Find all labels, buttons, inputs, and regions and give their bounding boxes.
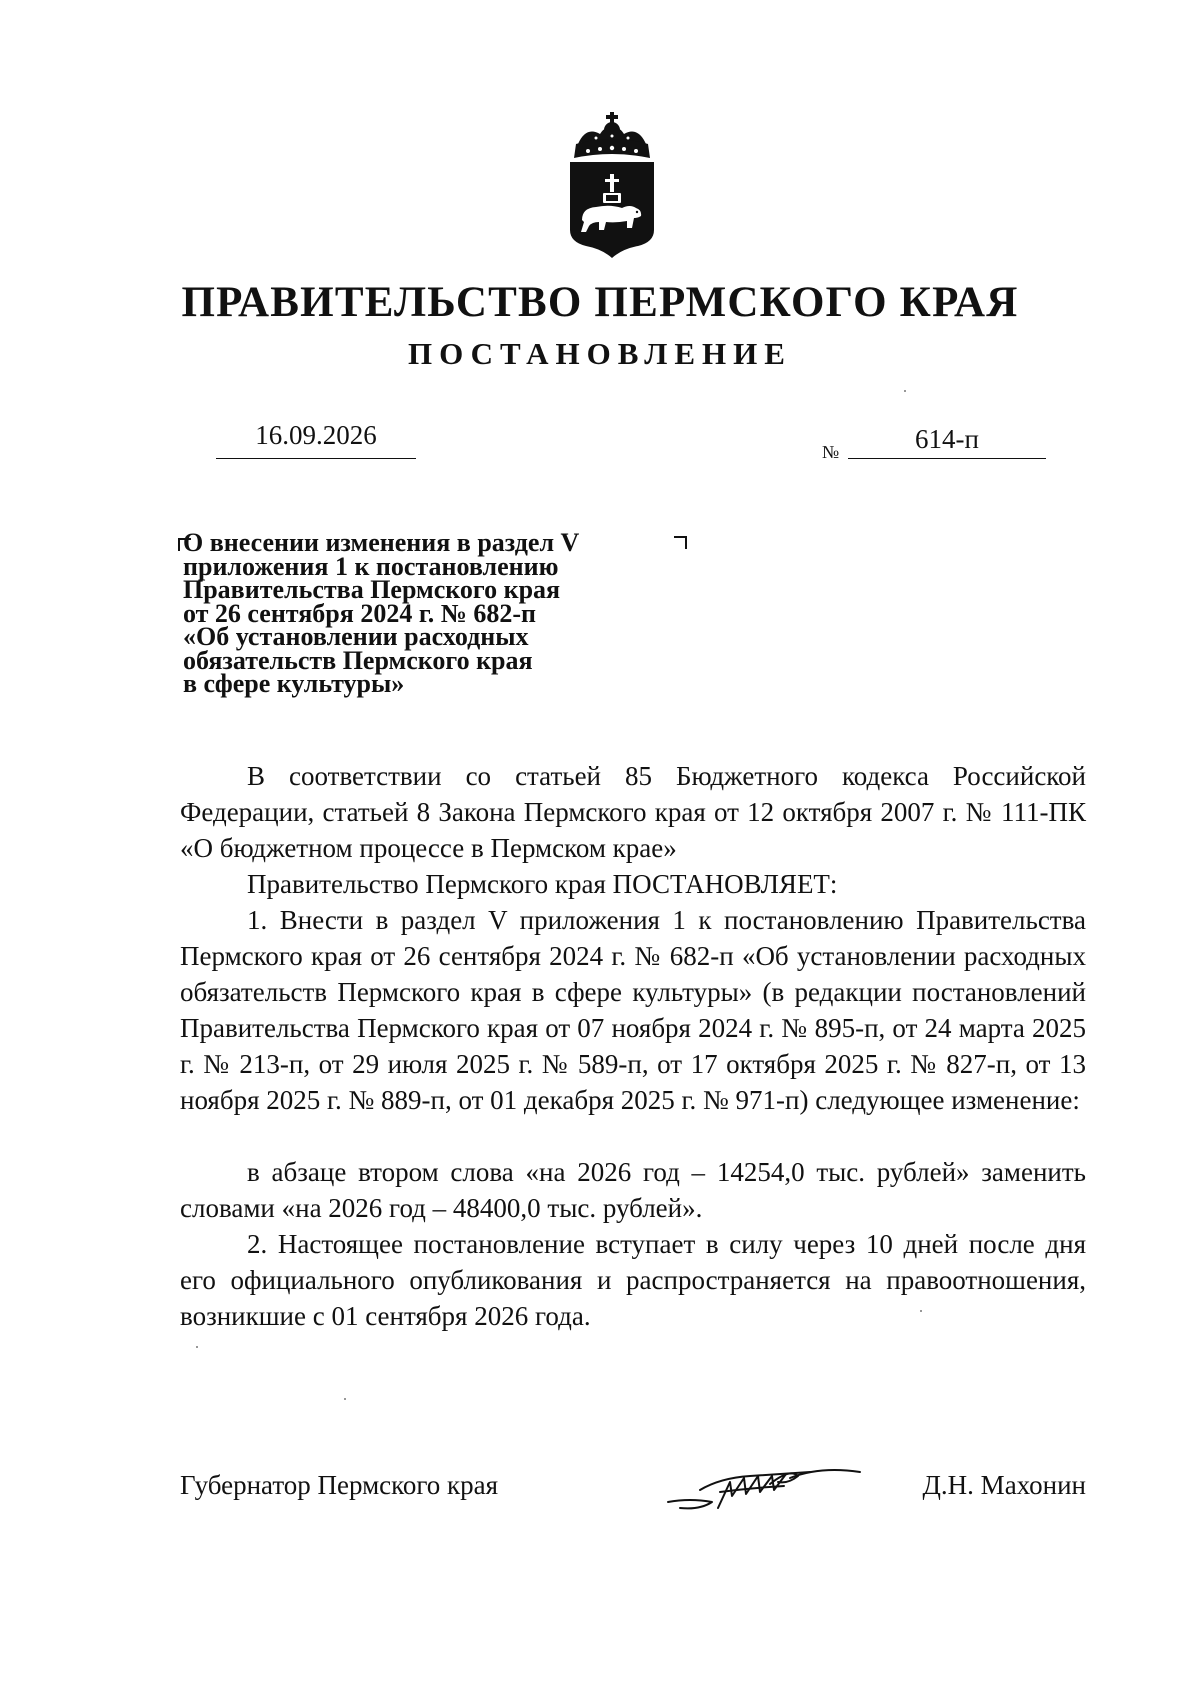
number-underline bbox=[848, 458, 1046, 459]
signer-title: Губернатор Пермского края bbox=[180, 1470, 499, 1500]
date-underline bbox=[216, 458, 416, 459]
item-2-paragraph: 2. Настоящее постановление вступает в силу через 10 дней после дня его официального опубликования и распространяется на правоотношения, возникшие с 01 сентября 2026 года. bbox=[180, 1229, 1086, 1331]
subject-corner-right bbox=[674, 536, 687, 549]
scan-speck bbox=[196, 1346, 198, 1348]
item-1-change-paragraph: в абзаце втором слова «на 2026 год – 14254,0 тыс. рублей» заменить словами «на 2026 год – 48400,0 тыс. рублей». bbox=[180, 1157, 1086, 1223]
subject-line: обязательств Пермского края bbox=[183, 645, 533, 675]
subject-line: Правительства Пермского края bbox=[183, 575, 561, 604]
coat-of-arms-icon bbox=[566, 110, 658, 260]
subject-line: от 26 сентября 2024 г. № 682-п bbox=[183, 598, 536, 628]
scan-speck bbox=[344, 1398, 346, 1400]
document-kind: ПОСТАНОВЛЕНИЕ bbox=[408, 336, 792, 371]
item-1-paragraph: 1. Внести в раздел V приложения 1 к постановлению Правительства Пермского края от 26 сентября 2024 г. № 682-п «Об установлении расходных обязательств Пермского края в сфере культуры» (в редакции постановлений Правительства Пермского края от 07 ноября 2024 г. № 895-п, от 24 марта 2025 г. № 213-п, от 29 июля 2025 г. № 589-п, от 17 октября 2025 г. № 827-п, от 13 ноября 2025 г. № 889-п, от 01 декабря 2025 г. № 971-п) следующее изменение: bbox=[180, 905, 1086, 1115]
scan-speck bbox=[920, 1310, 922, 1312]
subject-line: приложения 1 к постановлению bbox=[183, 551, 559, 581]
resolves-paragraph: Правительство Пермского края ПОСТАНОВЛЯЕТ: bbox=[247, 869, 838, 899]
preamble-paragraph: В соответствии со статьей 85 Бюджетного кодекса Российской Федерации, статьей 8 Закона Пермского края от 12 октября 2007 г. № 111-ПК «О бюджетном процессе в Пермском крае» bbox=[180, 761, 1086, 863]
signer-name: Д.Н. Махонин bbox=[922, 1470, 1086, 1500]
document-number: 614-п bbox=[915, 424, 979, 454]
document-date: 16.09.2026 bbox=[255, 420, 377, 450]
scan-speck bbox=[904, 390, 906, 392]
handwritten-signature-icon bbox=[660, 1448, 870, 1518]
number-label: № bbox=[822, 442, 840, 462]
subject-line: «Об установлении расходных bbox=[183, 622, 529, 651]
subject-line: в сфере культуры» bbox=[183, 669, 405, 698]
organization-title: ПРАВИТЕЛЬСТВО ПЕРМСКОГО КРАЯ bbox=[181, 279, 1019, 326]
subject-line: О внесении изменения в раздел V bbox=[183, 528, 580, 557]
document-subject bbox=[183, 528, 653, 698]
